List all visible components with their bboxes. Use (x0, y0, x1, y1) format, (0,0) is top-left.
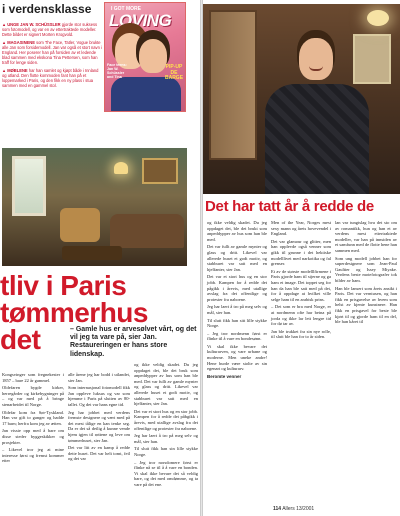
paragraph: Som ung modell jobbet han for superdesignere som Jean-Paul Gaultier og Issey Miyake. Verdens beste motefotografer tok bilder av ham. (335, 255, 397, 283)
paragraph: Han ble lansert som årets ansikt i Paris. Det var verntusen, og han fikk en prisgavelse av hvem som helst av kjente kunstnere. Han fikk en prisgavel for beste ble kjørt til og gjorde ham til en del, ble han kåret til (335, 285, 397, 325)
paragraph: Det var fullt av gamle mynter og glass og dritt. Likevel var allerede huset et godt motiv, og stabburet var satt med en hjelfanter, sier Jan. (207, 244, 267, 272)
cover-tag: I GOT MORE (111, 6, 141, 12)
bullet-captions (2, 22, 102, 90)
paragraph: Jeg har laert å tro på meg selv og mål, sier han. (207, 304, 267, 315)
page-footer (273, 506, 314, 512)
headline-line: tliv i Paris (0, 272, 127, 299)
magazine-cover-photo (104, 2, 186, 112)
window (12, 156, 46, 216)
paragraph: Det var glamour og glitter, men han opplevde også venner som gikk til grunne i det hektiske modelllivet med narkotika og fal grenser. (271, 238, 331, 267)
paragraph: Oldefaren bygde kirker, herregårder og kirkebygninger på – og var med på å bringe stenarbeidet til Norge. (2, 385, 64, 407)
sofa (110, 214, 184, 248)
body-column-1 (207, 220, 267, 381)
paragraph: Til slutt fikk han sin lille stykke Norge. (134, 446, 198, 457)
paragraph: Jeg har laert å tro på meg selv og mål, sier han. (134, 433, 198, 444)
painting (142, 158, 178, 184)
door (209, 10, 257, 160)
body-column-2 (271, 220, 331, 342)
paragraph: Til slutt fikk han sitt lille stykke Norge. (207, 317, 267, 329)
cover-blurb: PIP-UP DE BARGE (164, 64, 184, 81)
portrait-photo (203, 4, 400, 194)
page-number: 114 (273, 506, 282, 512)
coffee-table (62, 246, 122, 260)
lamp (114, 162, 128, 174)
wall-picture (353, 34, 391, 84)
paragraph: og ikke veldig skadet. Du jeg oppdaget det, ble det brukt som anpeddypper av hus som han ble med. (207, 220, 267, 242)
deck-text: – Gamle hus er arvesølvet vårt, og det vil jeg ta vare på, sier Jan. Restaureringen er hans store lidenskap. (70, 326, 197, 358)
cover-blurb: Face teens: Jan W. Schüssler and Tina (107, 63, 127, 79)
paragraph: Men of the Year, Norges mest sexy mann og årets hovevendel i England. (271, 220, 331, 237)
paragraph: Et av de største modelllfirmene i Paris gjorde ham til stjerne og ga ham et image. Det toppet seg for han da han ble satt med på det, for å oppdage at hvilket ville selge ham til en arabisk prins. (271, 268, 331, 302)
paragraph: – Jeg tror nordmenn først er flinke til å vare en bondesønn. (207, 330, 267, 342)
paragraph: Som internasjonal fotomodell fikk Jan oppleve luksus og var som hjemme i Paris på slutten av 80-tallet. Og det var hans egne tid. (68, 385, 130, 407)
sweater (265, 84, 369, 194)
headline-line: det (0, 326, 41, 353)
paragraph: – Det som er bra med Norge, er at nordmenn ofte har beina på jorda og ikke lar lett lengre tid for dø tar av. (271, 304, 331, 327)
paragraph: Det var et stort hus og en stor jobb. Kampen for å redde det påbgikk i årevis, med utallige avslag fra det offentlige og protester fra naboene. (134, 408, 198, 431)
body-column-2 (68, 372, 130, 464)
right-headline: Det har tatt år å redde de (205, 198, 374, 215)
body-column-1 (2, 372, 64, 466)
paragraph: Jan visste opp med å bare om disse steder byggeskikker og prosjekter. (2, 428, 64, 445)
issue-label: Allers 13/2001 (282, 506, 315, 512)
subheading: Beromte venner (207, 373, 242, 379)
paragraph: Vi skal ikke bevare det kulturarven, og vare urbane og moderne. Men uneke andre! Hene burde være stolte av sin egenart og kulturarv. (207, 343, 267, 372)
armchair (60, 208, 100, 242)
paragraph: Kongsvinger som fregnekester i 1857 – bare 22 år gammel. (2, 372, 64, 383)
paragraph: Jeg har jobbet med verdens fremste designere og vært med på det mest tålige en kan tenke seg. Da er det så deilig å kunne vende hjem igjen til røttene og leve om tømmerhuset, sier Jan. (68, 409, 130, 443)
body-column-3 (134, 362, 198, 489)
headline-line: tømmerhus (0, 299, 148, 326)
paragraph: alle årene jeg har bodd i utlandet, sier Jan. (68, 372, 130, 383)
cover-logo: LOVING (109, 11, 172, 30)
face (299, 38, 333, 80)
bullet-caption: ▲ UNGE JAN W. SCHÜSSLER gjorde stor suksess som fotomodell, og var en av ettertraktede modeller. Dette bildet er signert Morten Krogvold. (2, 22, 98, 38)
bullet-caption: ▲ MAGASINENE som The Face, Tatler, Vogue brukte alle Jan som forsidemodell. Jan var også et stort navn i England. Her poserer han på forsiden av et ledende blad sammen med ekskona Tina Pettersen, som han traff for lenge siden. (2, 39, 102, 66)
paragraph: og ikke veldig skadet. Du jeg oppdaget det, ble det bruk som anpeddypper av hus som han ble med. Det var fullt av gamle mynter og glass og dritt. Likevel var allerede huset et godt motiv, og stabburet var satt med en hjelfanter, sier Jan. (134, 362, 198, 407)
paragraph: – Likevel tror jeg at mine interesse først og fremst kommer etter (2, 447, 64, 464)
paragraph: Det var et stort hus og en stor jobb. Kampen for å redde det pågikk i årevis, med utallige avslag fra det offentlige og protester fra naboene. (207, 274, 267, 302)
paragraph: – Jeg tror norsdomere først er flinke nå se til å å vare en bonden. Vi skal ikke bevare det så veldig bare, og det med omdømme, og ta vare på det ene. (134, 459, 198, 487)
paragraph: Det var litt av en kamp å redde dette huset. Det var helt tomt, feil og det var (68, 445, 130, 462)
paragraph: lan var tungtslag hva det sto om av romantikk, hun og han et av verdens mest ettertraktede modeller, var han på innsiden av et samfunn med de flotte hene han sammen med. (335, 220, 397, 253)
body-column-3 (335, 220, 397, 327)
left-page-heading: i verdensklasse (2, 2, 92, 16)
right-page (203, 0, 400, 516)
paragraph: Jan ble trukket fra sin nye rolle, til slutt ble han for to år siden. (271, 328, 331, 340)
cover-clothing (111, 77, 181, 112)
paragraph: Oldefar kom fra Sør-Tyskland. Han var gift to ganger og hadde 17 barn; herfra kom jeg av ætten. (2, 409, 64, 426)
living-room-photo (2, 148, 187, 266)
bullet-caption: ▲ MØBLENE har han samlet og kjøpt både i Innland og utland. Den flotte kommoden fant han på et loppemarked i Paris, og den fikk en ny plass i stua sammen med en gammel stol. (2, 67, 99, 89)
ceiling-lamp (367, 10, 389, 26)
